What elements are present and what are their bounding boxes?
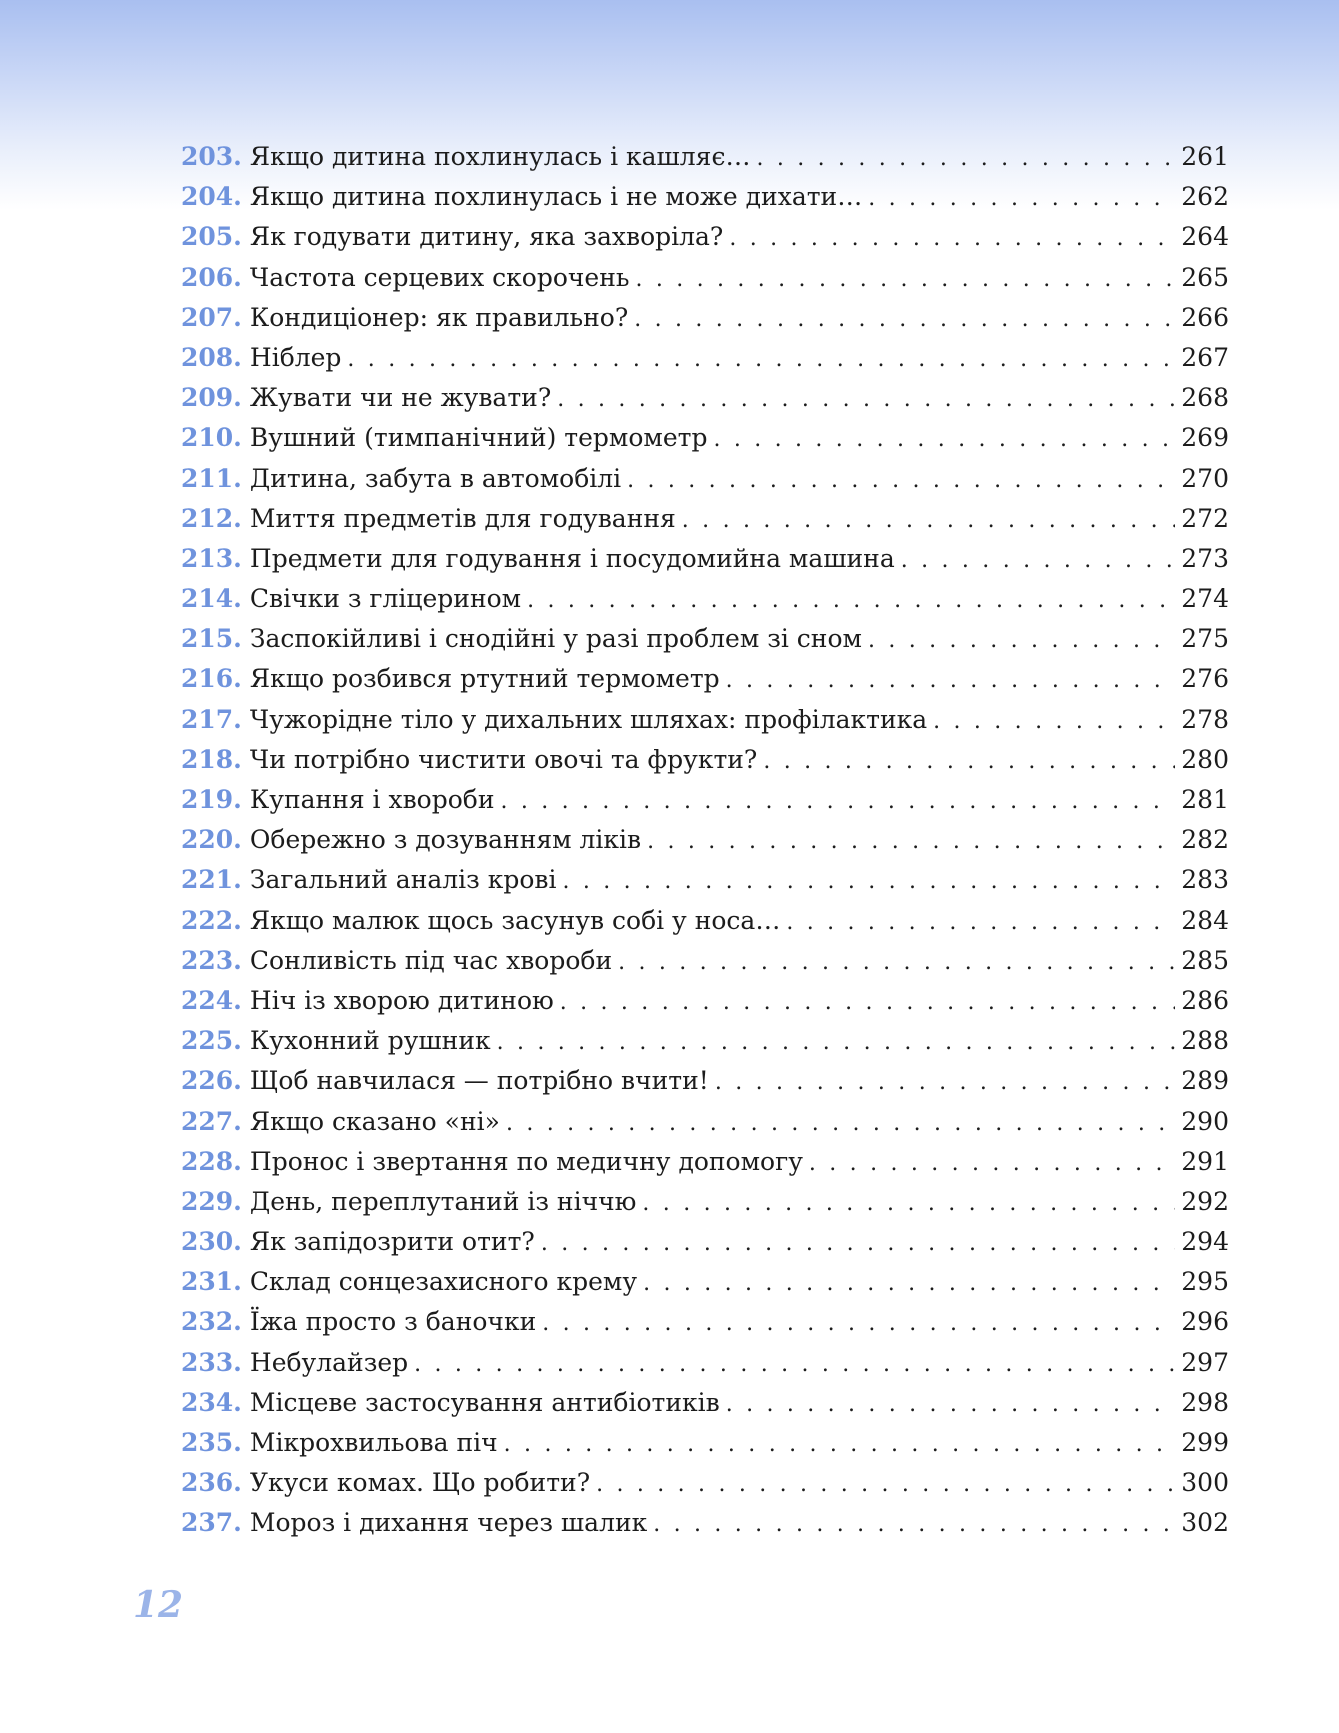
toc-entry-title: Як годувати дитину, яка захворіла?	[249, 222, 724, 252]
toc-entry-number: 221.	[181, 865, 242, 895]
toc-entry[interactable]	[181, 865, 1229, 905]
toc-entry-page: 272	[1181, 503, 1229, 533]
toc-entry[interactable]	[181, 464, 1229, 504]
toc-entry[interactable]	[181, 1066, 1229, 1106]
toc-entry-title: Місцеве застосування антибіотиків	[249, 1387, 720, 1417]
toc-entry-title: Обережно з дозуванням ліків	[249, 825, 642, 855]
toc-entry[interactable]	[181, 383, 1229, 423]
toc-entry[interactable]	[181, 1267, 1229, 1307]
toc-entry[interactable]	[181, 906, 1229, 946]
toc-entry-title: Чужорідне тіло у дихальних шляхах: профілактика	[249, 704, 928, 734]
toc-entry-title: Ніблер	[249, 342, 342, 372]
toc-entry-page: 275	[1181, 624, 1229, 654]
toc-dot-leader	[618, 950, 1175, 975]
toc-entry-number: 226.	[181, 1066, 242, 1096]
toc-dot-leader	[501, 789, 1176, 814]
toc-entry-page: 300	[1181, 1468, 1229, 1498]
toc-entry-number: 235.	[181, 1428, 242, 1457]
toc-entry-page: 286	[1181, 985, 1229, 1015]
toc-entry-title: Якщо дитина похлинулась і не може дихати…	[249, 182, 863, 212]
toc-entry[interactable]	[181, 544, 1229, 584]
toc-dot-leader	[933, 709, 1175, 734]
toc-entry-number: 229.	[181, 1186, 242, 1216]
toc-entry[interactable]	[181, 705, 1229, 745]
toc-dot-leader	[682, 508, 1175, 533]
toc-entry-title: Якщо малюк щось засунув собі у носа…	[249, 905, 781, 935]
toc-entry[interactable]	[181, 504, 1229, 544]
toc-entry[interactable]	[181, 263, 1229, 303]
toc-entry-page: 274	[1181, 584, 1229, 614]
toc-entry-page: 291	[1181, 1146, 1229, 1176]
toc-dot-leader	[713, 427, 1175, 452]
toc-entry-title: Загальний аналіз крові	[249, 865, 557, 895]
toc-entry[interactable]	[181, 343, 1229, 383]
toc-entry-title: Свічки з гліцерином	[249, 584, 522, 614]
toc-entry[interactable]	[181, 1468, 1229, 1508]
toc-entry-page: 273	[1181, 543, 1229, 573]
toc-entry-number: 207.	[181, 302, 242, 332]
toc-entry-page: 267	[1181, 342, 1229, 372]
toc-entry-number: 215.	[181, 624, 242, 654]
toc-entry-number: 236.	[181, 1468, 242, 1498]
page-number: 12	[133, 1584, 184, 1626]
table-of-contents	[181, 142, 1229, 1549]
toc-entry-number: 213.	[181, 543, 242, 573]
toc-entry-number: 206.	[181, 262, 242, 292]
toc-entry-number: 223.	[181, 945, 242, 975]
toc-entry[interactable]	[181, 584, 1229, 624]
toc-entry-page: 294	[1181, 1227, 1229, 1257]
toc-entry-title: Дитина, забута в автомобілі	[249, 463, 622, 493]
toc-entry[interactable]	[181, 1508, 1229, 1548]
toc-entry-number: 211.	[181, 463, 242, 493]
toc-dot-leader	[642, 1191, 1175, 1216]
toc-entry-number: 217.	[181, 704, 242, 734]
toc-entry-title: Пронос і звертання по медичну допомогу	[249, 1146, 803, 1176]
toc-entry[interactable]	[181, 1026, 1229, 1066]
toc-entry-number: 204.	[181, 182, 242, 212]
toc-dot-leader	[634, 307, 1175, 332]
toc-entry-number: 224.	[181, 985, 242, 1015]
toc-entry-page: 289	[1181, 1066, 1229, 1096]
toc-entry-page: 266	[1181, 302, 1229, 332]
toc-entry-number: 222.	[181, 905, 242, 935]
toc-entry[interactable]	[181, 142, 1229, 182]
toc-entry-page: 302	[1181, 1508, 1229, 1538]
toc-entry-page: 270	[1181, 463, 1229, 493]
toc-entry[interactable]	[181, 1147, 1229, 1187]
toc-dot-leader	[541, 1231, 1175, 1256]
toc-entry[interactable]	[181, 1388, 1229, 1428]
toc-entry-page: 265	[1181, 262, 1229, 292]
toc-entry-number: 212.	[181, 503, 242, 533]
toc-entry[interactable]	[181, 785, 1229, 825]
toc-entry-number: 228.	[181, 1146, 242, 1176]
toc-entry-title: Якщо дитина похлинулась і кашляє…	[249, 142, 751, 171]
toc-entry-number: 210.	[181, 423, 242, 453]
toc-entry[interactable]	[181, 1187, 1229, 1227]
toc-entry[interactable]	[181, 303, 1229, 343]
toc-entry-title: Мороз і дихання через шалик	[249, 1508, 648, 1538]
toc-entry-page: 290	[1181, 1106, 1229, 1136]
toc-dot-leader	[347, 347, 1175, 372]
toc-entry-page: 285	[1181, 945, 1229, 975]
toc-dot-leader	[635, 267, 1175, 292]
toc-entry-page: 295	[1181, 1267, 1229, 1297]
toc-entry-page: 299	[1181, 1428, 1229, 1457]
toc-entry-title: Вушний (тимпанічний) термометр	[249, 423, 708, 453]
toc-dot-leader	[560, 990, 1176, 1015]
toc-entry[interactable]	[181, 745, 1229, 785]
toc-entry-page: 298	[1181, 1387, 1229, 1417]
toc-dot-leader	[562, 869, 1175, 894]
toc-dot-leader	[756, 146, 1175, 171]
toc-entry-number: 205.	[181, 222, 242, 252]
toc-entry-title: Склад сонцезахисного крему	[249, 1267, 638, 1297]
toc-entry-title: Якщо розбився ртутний термометр	[249, 664, 720, 694]
toc-entry-page: 269	[1181, 423, 1229, 453]
toc-entry[interactable]	[181, 182, 1229, 222]
toc-dot-leader	[726, 668, 1176, 693]
toc-entry-title: Їжа просто з баночки	[249, 1307, 537, 1337]
toc-dot-leader	[715, 1070, 1175, 1095]
toc-dot-leader	[763, 749, 1175, 774]
toc-entry-page: 261	[1181, 142, 1229, 171]
toc-entry-number: 225.	[181, 1026, 242, 1056]
toc-dot-leader	[868, 186, 1175, 211]
toc-entry-number: 203.	[181, 142, 242, 171]
toc-entry[interactable]	[181, 1307, 1229, 1347]
toc-entry-title: Як запідозрити отит?	[249, 1227, 535, 1257]
toc-entry-number: 233.	[181, 1347, 242, 1377]
toc-entry-number: 230.	[181, 1227, 242, 1257]
toc-entry[interactable]	[181, 624, 1229, 664]
toc-entry-title: Чи потрібно чистити овочі та фрукти?	[249, 744, 758, 774]
toc-entry-page: 296	[1181, 1307, 1229, 1337]
toc-dot-leader	[868, 628, 1175, 653]
toc-entry-title: Жувати чи не жувати?	[249, 383, 552, 413]
toc-entry-title: Укуси комах. Що робити?	[249, 1468, 591, 1498]
toc-dot-leader	[542, 1311, 1175, 1336]
toc-dot-leader	[901, 548, 1176, 573]
toc-entry[interactable]	[181, 946, 1229, 986]
toc-entry-title: Ніч із хворою дитиною	[249, 985, 554, 1015]
toc-dot-leader	[647, 829, 1175, 854]
toc-entry[interactable]	[181, 664, 1229, 704]
toc-dot-leader	[809, 1151, 1175, 1176]
toc-entry[interactable]	[181, 986, 1229, 1026]
toc-entry-number: 234.	[181, 1387, 242, 1417]
toc-dot-leader	[527, 588, 1175, 613]
toc-entry-page: 264	[1181, 222, 1229, 252]
toc-entry-page: 268	[1181, 383, 1229, 413]
toc-entry-page: 284	[1181, 905, 1229, 935]
toc-entry-page: 283	[1181, 865, 1229, 895]
toc-entry-page: 297	[1181, 1347, 1229, 1377]
toc-entry-number: 218.	[181, 744, 242, 774]
toc-entry-title: Якщо сказано «ні»	[249, 1106, 500, 1136]
toc-entry-number: 214.	[181, 584, 242, 614]
toc-entry-page: 278	[1181, 704, 1229, 734]
toc-entry-page: 262	[1181, 182, 1229, 212]
toc-entry-title: Купання і хвороби	[249, 785, 495, 814]
toc-entry[interactable]	[181, 423, 1229, 463]
toc-entry-page: 282	[1181, 825, 1229, 855]
toc-entry-page: 288	[1181, 1026, 1229, 1056]
toc-dot-leader	[653, 1512, 1175, 1537]
toc-entry[interactable]	[181, 1428, 1229, 1468]
toc-dot-leader	[504, 1432, 1176, 1457]
toc-entry-number: 237.	[181, 1508, 242, 1538]
toc-entry-title: Мікрохвильова піч	[249, 1428, 498, 1457]
toc-entry-title: Щоб навчилася — потрібно вчити!	[249, 1066, 709, 1096]
toc-dot-leader	[726, 1392, 1176, 1417]
toc-entry-title: Кухонний рушник	[249, 1026, 491, 1056]
toc-entry[interactable]	[181, 825, 1229, 865]
toc-entry-title: Сонливість під час хвороби	[249, 945, 613, 975]
toc-dot-leader	[506, 1111, 1175, 1136]
toc-entry-number: 216.	[181, 664, 242, 694]
toc-entry-title: Миття предметів для годування	[249, 503, 676, 533]
toc-entry-page: 280	[1181, 744, 1229, 774]
toc-entry-number: 219.	[181, 785, 242, 814]
toc-entry-title: Кондиціонер: як правильно?	[249, 302, 629, 332]
toc-dot-leader	[557, 387, 1175, 412]
toc-entry-number: 208.	[181, 342, 242, 372]
toc-dot-leader	[497, 1030, 1176, 1055]
toc-entry[interactable]	[181, 222, 1229, 262]
toc-entry-number: 231.	[181, 1267, 242, 1297]
toc-dot-leader	[729, 226, 1175, 251]
toc-dot-leader	[786, 910, 1175, 935]
toc-entry-title: Частота серцевих скорочень	[249, 262, 630, 292]
toc-entry-number: 220.	[181, 825, 242, 855]
toc-entry-title: Заспокійливі і снодійні у разі проблем зі сном	[249, 624, 862, 654]
toc-entry[interactable]	[181, 1227, 1229, 1267]
toc-entry-title: Предмети для годування і посудомийна машина	[249, 543, 895, 573]
toc-entry-number: 209.	[181, 383, 242, 413]
toc-entry-number: 227.	[181, 1106, 242, 1136]
toc-entry[interactable]	[181, 1348, 1229, 1388]
toc-dot-leader	[627, 468, 1175, 493]
toc-dot-leader	[643, 1271, 1175, 1296]
toc-entry-title: Небулайзер	[249, 1347, 409, 1377]
toc-entry-page: 292	[1181, 1186, 1229, 1216]
toc-entry-number: 232.	[181, 1307, 242, 1337]
toc-dot-leader	[414, 1352, 1175, 1377]
toc-entry-title: День, переплутаний із ніччю	[249, 1186, 637, 1216]
toc-entry[interactable]	[181, 1107, 1229, 1147]
toc-dot-leader	[596, 1472, 1175, 1497]
toc-entry-page: 281	[1181, 785, 1229, 814]
toc-entry-page: 276	[1181, 664, 1229, 694]
